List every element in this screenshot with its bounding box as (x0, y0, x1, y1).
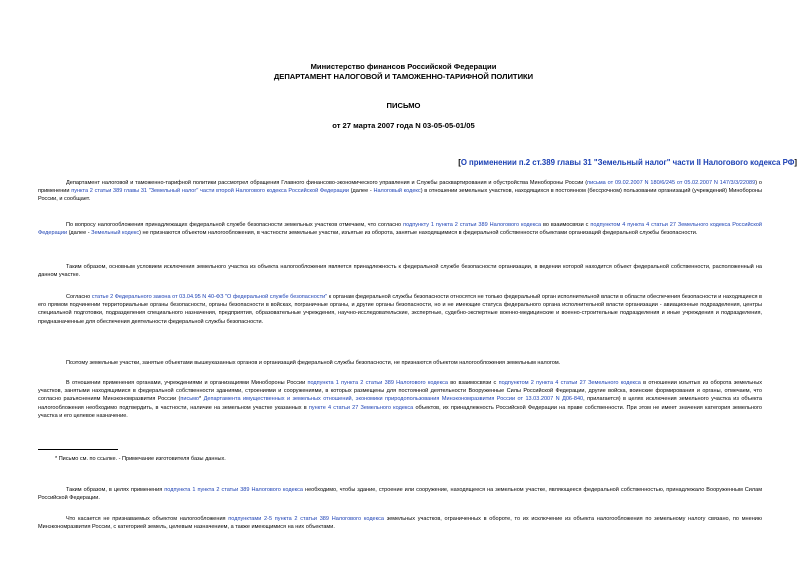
text-run: Департамент налоговой и таможенно-тарифной политики рассмотрел обращения Главного финансово-экономического управления и Службы расквартирования и обустройства Минобороны России ( (66, 180, 588, 186)
text-run: [ (458, 158, 461, 167)
link-tax-code[interactable]: Налоговый кодекс (373, 188, 421, 195)
ministry-name: Министерство финансов Российской Федерации (310, 62, 497, 71)
text-run: (далее - (348, 188, 374, 195)
link-art389-p2[interactable]: пункта 2 статьи 389 главы 31 "Земельный налог" части второй Налогового кодекса Российской Федерации (71, 188, 349, 195)
subject-link[interactable]: О применении п.2 ст.389 главы 31 "Земельный налог" части II Налогового кодекса РФ (460, 158, 795, 167)
paragraph-6 (38, 379, 762, 420)
paragraph-8 (38, 515, 762, 531)
text-run: По вопросу налогообложения принадлежащих федеральной службе безопасности земельных участков отмечаем, что согласно (66, 222, 404, 228)
text-run: * (199, 396, 204, 403)
paragraph-7 (38, 486, 762, 502)
link-department-letter[interactable]: Департамента имущественных и земельных отношений, экономики природопользования Минэкономразвития России от 13.03.2007 N Д06-840 (203, 396, 584, 403)
paragraph-3 (38, 263, 762, 279)
text-run: к органам федеральной службы безопасности относятся не только федеральный орган исполнительной власти в области обеспечения безопасности и находящиеся в его прямом подчинении территориальные органы безопасности, органы безопасности в войсках, пограничные органы, и другие органы безопасности, но и не имеющие статуса федерального органа исполнительной власти организации - авиационные подразделения, центры специальной подготовки, подразделения специального назначения, предприятия, образовательные учреждения, научно-исследовательские, экспертные, судебно-экспертные военно-медицинские и военно-строительные подразделения и иные учреждения и подразделения, предназначенные для обеспечения деятельности федеральной службы безопасности. (38, 294, 762, 325)
link-letters[interactable]: письма от 09.02.2007 N 180/6/245 от 05.02.2007 N 147/3/3/22089 (587, 180, 756, 186)
text-run: земельных участков, ограниченных в обороте, то их исключение из объекта налогообложения по земельному налогу связано, по мнению Минэкономразвития России, с категорией земель, целевым назначением, а также имеющимися на них объектами. (38, 516, 763, 531)
text-run: ) о применении (38, 180, 762, 195)
footnote-separator (38, 449, 118, 450)
paragraph-5 (38, 359, 762, 367)
link-art389-pp2-5[interactable]: подпунктами 2-5 пункта 2 статьи 389 Налогового кодекса (228, 516, 384, 522)
department-name: ДЕПАРТАМЕНТ НАЛОГОВОЙ И ТАМОЖЕННО-ТАРИФНОЙ ПОЛИТИКИ (273, 72, 534, 81)
link-land-code[interactable]: Земельный кодекс (91, 230, 140, 237)
doc-type-title: ПИСЬМО (386, 101, 421, 110)
text-run: во взаимосвязи с (447, 380, 499, 386)
text-run: Что касается не признаваемых объектом налогообложения (66, 516, 229, 522)
text-run: ) не признаются объектом налогообложения, в частности земельные участки, изъятые из оборота, занятые находящимися в федеральной собственности объектами организаций федеральной службы безопасности. (139, 230, 698, 237)
text-run: Таким образом, в целях применения (66, 487, 165, 493)
link-letter[interactable]: письмо (180, 396, 200, 403)
link-art389-pp1[interactable]: подпункту 1 пункта 2 статьи 389 Налогового кодекса (403, 222, 542, 228)
link-land-code-pp2[interactable]: подпунктом 2 пункта 4 статьи 27 Земельного кодекса (498, 380, 641, 386)
text-run: ] (794, 158, 797, 167)
text-run: во взаимосвязи с (541, 222, 591, 228)
paragraph-4 (38, 293, 762, 326)
text-run: В отношении применения органами, учреждениями и организациями Минобороны России (66, 380, 308, 386)
link-art389-pp1-b[interactable]: подпункта 1 пункта 2 статьи 389 Налогового кодекса (307, 380, 448, 386)
text-run: (далее - (67, 230, 92, 237)
text-run: , прилагается) в целях исключения земельного участка из объекта налогообложения необходимо подтвердить, в частности, наличие на земельном участке указанных в (38, 396, 762, 411)
link-art389-pp1-c[interactable]: подпункта 1 пункта 2 статьи 389 Налогового кодекса (164, 487, 303, 493)
footnote: * Письмо см. по ссылке. - Примечание изготовителя базы данных. (55, 456, 226, 462)
link-fz40-art2[interactable]: статье 2 Федерального закона от 03.04.95 N 40-ФЗ "О федеральной службе безопасности" (91, 294, 328, 300)
text-run: ) в отношении земельных участков, находящихся в постоянном (бессрочном) пользовании организаций (учреждений) Минобороны России, и сообщает. (38, 188, 762, 203)
doc-date-number: от 27 марта 2007 года N 03-05-05-01/05 (332, 121, 475, 130)
text-run: объектов, их принадлежность Российской Федерации на праве собственности. При этом не имеет значения категория земельного участка и его целевое назначение. (38, 404, 762, 419)
text-run: Таким образом, основным условием исключения земельного участка из объекта налогообложения является принадлежность к федеральной службе безопасности организации, в ведении которой находится объект федеральной собственности, расположенный на данном участке. (38, 264, 762, 279)
text-run: Согласно (66, 294, 92, 300)
link-land-code-p4[interactable]: пункте 4 статьи 27 Земельного кодекса (308, 404, 414, 411)
paragraph-1 (38, 179, 762, 204)
paragraph-2 (38, 221, 762, 237)
doc-subject (10, 157, 797, 168)
link-land-code-art27[interactable]: подпунктом 4 пункта 4 статьи 27 Земельного кодекса Российской Федерации (38, 222, 762, 237)
text-run: в отношении изъятых из оборота земельных участков, занятыми находящимися в федеральной собственности зданиями, строениями и сооружениями, в которых размещены для постоянной деятельности Вооруженные Силы Российской Федерации, другие войска, воинские формирования и органы, отмечаем, что согласно разъяснениям Минэкономразвития России ( (38, 380, 762, 403)
text-run: необходимо, чтобы здание, строение или сооружение, находящееся на земельном участке, являющееся федеральной собственностью, принадлежало Вооруженным Силам Российской Федерации. (38, 487, 763, 502)
text-run: Поэтому земельные участки, занятые объектами вышеуказанных органов и организаций федеральной службы безопасности, не признаются объектом налогообложения земельным налогом. (66, 360, 561, 366)
